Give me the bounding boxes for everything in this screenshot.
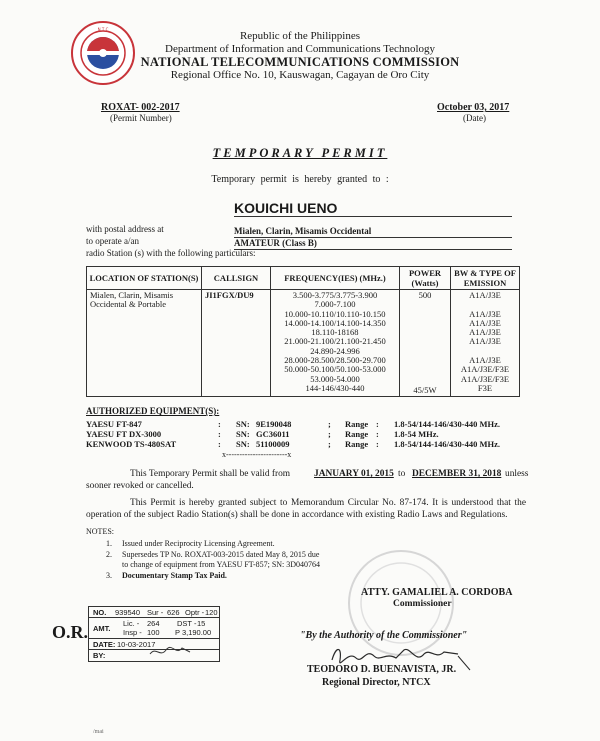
location-cell: Mialen, Clarin, Misamis Occidental & Portable	[87, 290, 202, 397]
or-lic-label: Lic. -	[123, 619, 140, 628]
colon: :	[218, 419, 221, 429]
header-republic: Republic of the Philippines	[239, 30, 361, 42]
colon: ;	[328, 429, 331, 439]
note-text: to change of equipment from YAESU FT-857; SN: 3D040764	[122, 560, 321, 569]
equipment-sn: 9E190048	[256, 419, 292, 429]
authority-line: "By the Authority of the Commissioner"	[300, 630, 468, 641]
subject-para-line1: This Permit is hereby granted subject to Memorandum Circular No. 87-174. It is understood that the	[130, 498, 526, 508]
header-location: LOCATION OF STATION(S)	[87, 267, 202, 290]
emission-item: A1A/J3E	[469, 355, 501, 366]
power-top: 500	[418, 290, 432, 300]
emission-item: F3E	[477, 382, 493, 393]
postal-label: with postal address at	[86, 224, 164, 234]
colon: :	[376, 429, 379, 439]
or-date-label: DATE:	[93, 640, 116, 649]
frequency-item: 18.110-18168	[311, 327, 359, 338]
or-optr-value: 120	[205, 608, 218, 617]
frequency-item: 10.000-10.110/10.110-10.150	[284, 308, 386, 319]
note-number: 2.	[106, 550, 112, 559]
header-callsign: CALLSIGN	[202, 267, 271, 290]
equipment-sn: 51100009	[256, 439, 290, 449]
emission-item: A1A/J3E/F3E	[460, 364, 510, 375]
signatory1-title: Commissioner	[393, 599, 452, 609]
equipment-heading: AUTHORIZED EQUIPMENT(S):	[86, 406, 220, 416]
equipment-model: YAESU FT-847	[86, 419, 142, 429]
emission-item: A1A/J3E	[469, 317, 501, 328]
validity-post: unless	[505, 469, 529, 479]
colon: ;	[328, 419, 331, 429]
or-label: O.R.	[52, 622, 88, 642]
note-number: 3.	[106, 571, 112, 580]
equipment-sn: GC36011	[256, 429, 290, 439]
grantee-underline	[234, 216, 512, 217]
note-text: Supersedes TP No. ROXAT-003-2015 dated May 8, 2015 due	[122, 550, 320, 559]
or-row-no	[89, 607, 219, 618]
emission-item: A1A/J3E	[469, 327, 501, 338]
or-date-value: 10-03-2017	[117, 640, 156, 649]
or-row-amt	[89, 618, 219, 639]
frequency-item: 50.000-50.100/50.100-53.000	[284, 364, 386, 375]
frequency-item: 28.000-28.500/28.500-29.700	[284, 355, 386, 366]
equipment-sn-label: SN:	[236, 429, 250, 439]
frequency-item: 7.000-7.100	[314, 299, 356, 310]
validity-text: This Temporary Permit shall be valid from	[130, 469, 291, 479]
frequency-item: 144-146/430-440	[305, 382, 365, 393]
power-bottom: 45/5W	[413, 384, 437, 395]
operate-underline	[234, 249, 512, 250]
validity-to-word: to	[398, 469, 406, 479]
colon: :	[376, 419, 379, 429]
frequency-item: 3.500-3.775/3.775-3.900	[292, 290, 378, 300]
or-lic-value: 264	[147, 619, 160, 628]
or-amt-label: AMT.	[93, 624, 111, 633]
note-text: Documentary Stamp Tax Paid.	[122, 571, 227, 580]
footer-initials: /mai	[93, 729, 104, 735]
signatory1-name: ATTY. GAMALIEL A. CORDOBA	[361, 587, 513, 598]
table-header-row	[87, 267, 520, 290]
equipment-model: KENWOOD TS-480SAT	[86, 439, 177, 449]
note-number: 1.	[106, 539, 112, 548]
or-sur-value: 626	[167, 608, 180, 617]
callsign-cell: JI1FGX/DU9	[202, 290, 271, 397]
or-no-value: 939540	[115, 608, 141, 617]
frequency-item: 14.000-14.100/14.100-14.350	[284, 317, 386, 328]
validity-to: DECEMBER 31, 2018	[412, 469, 502, 479]
permit-number: ROXAT- 002-2017	[101, 102, 180, 113]
validity-from: JANUARY 01, 2015	[314, 469, 394, 479]
equipment-model: YAESU FT DX-3000	[86, 429, 162, 439]
equipment-range: 1.8-54 MHz.	[394, 429, 439, 439]
equipment-range-label: Range	[345, 419, 369, 429]
emission-item: A1A/J3E	[469, 336, 501, 347]
frequency-item: 21.000-21.100/21.100-21.450	[284, 336, 386, 347]
power-cell	[400, 290, 451, 397]
or-optr-label: Optr -	[185, 608, 205, 617]
equipment-range: 1.8-54/144-146/430-440 MHz.	[394, 419, 500, 429]
equipment-range: 1.8-54/144-146/430-440 MHz.	[394, 439, 500, 449]
emission-cell	[451, 290, 520, 397]
permit-date-label: (Date)	[463, 113, 486, 123]
or-total: P 3,190.00	[175, 628, 212, 637]
permit-number-label: (Permit Number)	[110, 113, 172, 123]
header-emission: BW & TYPE OF EMISSION	[451, 267, 520, 290]
notes-label: NOTES:	[86, 527, 114, 536]
frequency-item: 24.890-24.996	[310, 345, 360, 356]
or-no-label: NO.	[93, 608, 107, 617]
table-row	[87, 290, 520, 397]
postal-value: Mialen, Clarin, Misamis Occidental	[234, 226, 372, 236]
equipment-sn-label: SN:	[236, 419, 250, 429]
grantee-name: KOUICHI UENO	[234, 200, 338, 216]
colon: :	[218, 439, 221, 449]
note-text: Issued under Reciprocity Licensing Agreement.	[122, 539, 275, 548]
separator-line: x-----------------------x	[222, 450, 292, 459]
operate-label: to operate a/an	[86, 236, 139, 246]
header-power: POWER (Watts)	[400, 267, 451, 290]
frequency-item: 53.000-54.000	[310, 373, 360, 384]
signatory2-title: Regional Director, NTCX	[322, 677, 431, 688]
colon: ;	[328, 439, 331, 449]
document-title: TEMPORARY PERMIT	[212, 146, 388, 160]
header-department: Department of Information and Communications Technology	[165, 43, 435, 55]
svg-text:N T C: N T C	[97, 27, 109, 32]
permit-date: October 03, 2017	[437, 102, 510, 113]
frequency-cell	[271, 290, 400, 397]
or-initial-signature	[148, 644, 192, 660]
header-commission: NATIONAL TELECOMMUNICATIONS COMMISSION	[140, 55, 460, 69]
colon: :	[218, 429, 221, 439]
or-insp-value: 100	[147, 628, 160, 637]
or-dst-label: DST -	[177, 619, 197, 628]
or-dst-value: 15	[197, 619, 206, 628]
station-particulars-table	[86, 266, 520, 397]
equipment-range-label: Range	[345, 429, 369, 439]
or-by-label: BY:	[93, 651, 106, 660]
signatory2-name: TEODORO D. BUENAVISTA, JR.	[307, 664, 457, 675]
emission-item: A1A/J3E	[469, 290, 501, 300]
particulars-label: radio Station (s) with the following particulars:	[86, 248, 256, 258]
colon: :	[376, 439, 379, 449]
equipment-sn-label: SN:	[236, 439, 250, 449]
header-regional-office: Regional Office No. 10, Kauswagan, Cagayan de Oro City	[170, 69, 430, 81]
subject-para-line2: operation of the subject Radio Station(s) shall be done in accordance with existing Radio Laws and Regulations.	[86, 510, 508, 520]
operate-value: AMATEUR (Class B)	[234, 238, 317, 248]
emission-item: A1A/J3E	[469, 308, 501, 319]
header-frequency: FREQUENCY(IES) (MHz.)	[271, 267, 400, 290]
or-sur-label: Sur -	[147, 608, 164, 617]
equipment-range-label: Range	[345, 439, 369, 449]
or-insp-label: Insp -	[123, 628, 142, 637]
validity-line2: sooner revoked or cancelled.	[86, 481, 194, 491]
emission-item: A1A/J3E/F3E	[460, 373, 510, 384]
granted-text: Temporary permit is hereby granted to :	[211, 174, 389, 185]
